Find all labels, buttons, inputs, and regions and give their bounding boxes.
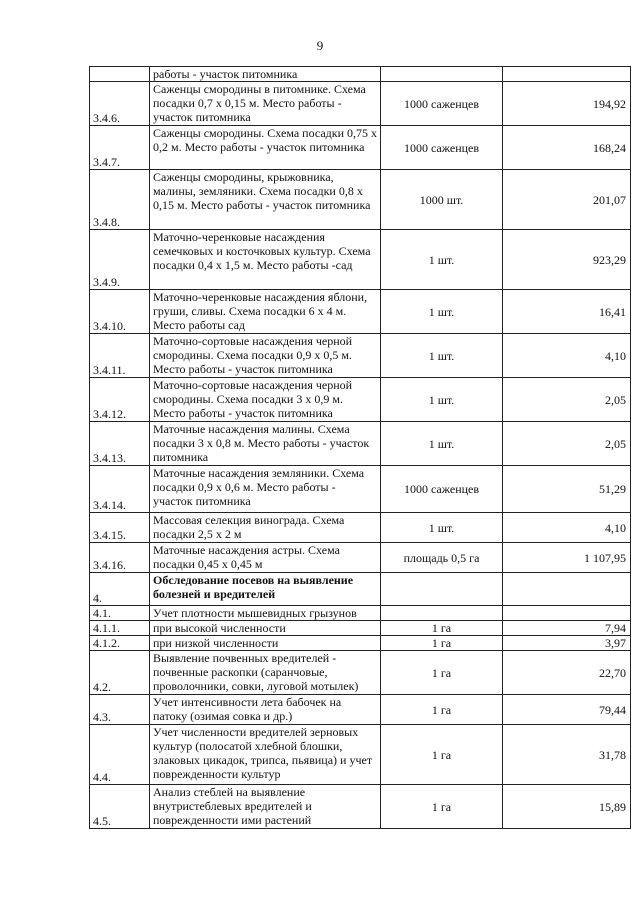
row-name: Маточно-сортовые насаждения черной смородины. Схема посадки 0,9 х 0,5 м. Место работы - участок питомника xyxy=(150,334,381,378)
row-code: 3.4.8. xyxy=(90,170,150,230)
page-number: 9 xyxy=(316,38,324,53)
row-code: 4.2. xyxy=(90,651,150,695)
row-code: 3.4.12. xyxy=(90,378,150,422)
row-price: 4,10 xyxy=(503,334,631,378)
row-price xyxy=(503,573,631,606)
row-name: Саженцы смородины. Схема посадки 0,75 х 0,2 м. Место работы - участок питомника xyxy=(150,126,381,170)
row-price: 22,70 xyxy=(503,651,631,695)
row-unit: 1 шт. xyxy=(381,230,503,290)
row-code: 3.4.10. xyxy=(90,290,150,334)
table-row xyxy=(90,636,631,651)
row-price: 923,29 xyxy=(503,230,631,290)
row-price: 15,89 xyxy=(503,785,631,829)
row-unit: 1000 саженцев xyxy=(381,126,503,170)
row-unit: 1 га xyxy=(381,636,503,651)
row-code: 4.1.2. xyxy=(90,636,150,651)
row-code: 4.1.1. xyxy=(90,621,150,636)
row-unit: 1 шт. xyxy=(381,422,503,466)
row-code: 4.3. xyxy=(90,695,150,725)
row-unit: 1 га xyxy=(381,785,503,829)
table-row xyxy=(90,513,631,543)
table-row xyxy=(90,543,631,573)
row-unit xyxy=(381,67,503,82)
row-unit: 1 га xyxy=(381,725,503,785)
row-unit: 1 га xyxy=(381,621,503,636)
row-unit: 1000 саженцев xyxy=(381,82,503,126)
table-row xyxy=(90,67,631,82)
row-price: 1 107,95 xyxy=(503,543,631,573)
table-row xyxy=(90,466,631,513)
row-price: 194,92 xyxy=(503,82,631,126)
row-name: Учет плотности мышевидных грызунов xyxy=(150,606,381,621)
row-unit: 1 га xyxy=(381,651,503,695)
row-name: Маточные насаждения малины. Схема посадки 3 х 0,8 м. Место работы - участок питомника xyxy=(150,422,381,466)
row-name: Саженцы смородины, крыжовника, малины, земляники. Схема посадки 0,8 х 0,15 м. Место работы - участок питомника xyxy=(150,170,381,230)
row-name: при высокой численности xyxy=(150,621,381,636)
row-code: 3.4.15. xyxy=(90,513,150,543)
row-unit: 1000 саженцев xyxy=(381,466,503,513)
row-name: Маточные насаждения земляники. Схема посадки 0,9 х 0,6 м. Место работы - участок питомника xyxy=(150,466,381,513)
row-price: 2,05 xyxy=(503,378,631,422)
row-name: работы - участок питомника xyxy=(150,67,381,82)
row-code xyxy=(90,67,150,82)
row-price: 31,78 xyxy=(503,725,631,785)
row-code: 3.4.6. xyxy=(90,82,150,126)
row-name: Саженцы смородины в питомнике. Схема посадки 0,7 х 0,15 м. Место работы - участок питомника xyxy=(150,82,381,126)
table-row xyxy=(90,573,631,606)
row-code: 3.4.13. xyxy=(90,422,150,466)
row-name: Выявление почвенных вредителей - почвенные раскопки (саранчовые, проволочники, совки, луговой мотылек) xyxy=(150,651,381,695)
row-price xyxy=(503,67,631,82)
row-price: 168,24 xyxy=(503,126,631,170)
row-unit: 1 шт. xyxy=(381,290,503,334)
table-row xyxy=(90,230,631,290)
row-name: Учет численности вредителей зерновых культур (полосатой хлебной блошки, злаковых цикадок, трипса, пьявица) и учет поврежденности культур xyxy=(150,725,381,785)
row-price: 4,10 xyxy=(503,513,631,543)
table-row xyxy=(90,785,631,829)
row-name: Маточно-черенковые насаждения семечковых и косточковых культур. Схема посадки 0,4 х 1,5 м. Место работы -сад xyxy=(150,230,381,290)
price-table xyxy=(89,66,631,829)
row-code: 3.4.14. xyxy=(90,466,150,513)
row-price: 201,07 xyxy=(503,170,631,230)
row-price: 16,41 xyxy=(503,290,631,334)
row-unit: 1 шт. xyxy=(381,378,503,422)
row-code: 4.1. xyxy=(90,606,150,621)
row-unit xyxy=(381,573,503,606)
table-row xyxy=(90,378,631,422)
row-unit xyxy=(381,606,503,621)
table-row xyxy=(90,725,631,785)
row-price: 7,94 xyxy=(503,621,631,636)
table-row xyxy=(90,606,631,621)
table-row xyxy=(90,82,631,126)
table-row xyxy=(90,422,631,466)
table-row xyxy=(90,651,631,695)
row-name: Маточно-сортовые насаждения черной смородины. Схема посадки 3 х 0,9 м. Место работы - участок питомника xyxy=(150,378,381,422)
row-price: 79,44 xyxy=(503,695,631,725)
table-row xyxy=(90,621,631,636)
row-unit: 1 шт. xyxy=(381,513,503,543)
row-code: 3.4.16. xyxy=(90,543,150,573)
table-row xyxy=(90,334,631,378)
row-code: 4. xyxy=(90,573,150,606)
row-name: Маточные насаждения астры. Схема посадки 0,45 х 0,45 м xyxy=(150,543,381,573)
table-row xyxy=(90,290,631,334)
row-name: Массовая селекция винограда. Схема посадки 2,5 х 2 м xyxy=(150,513,381,543)
row-name: Анализ стеблей на выявление внутристеблевых вредителей и поврежденности ими растений xyxy=(150,785,381,829)
row-price: 3,97 xyxy=(503,636,631,651)
row-price: 2,05 xyxy=(503,422,631,466)
row-code: 3.4.9. xyxy=(90,230,150,290)
price-table-body xyxy=(90,67,631,829)
row-name: при низкой численности xyxy=(150,636,381,651)
row-price xyxy=(503,606,631,621)
row-unit: 1 га xyxy=(381,695,503,725)
table-row xyxy=(90,126,631,170)
table-row xyxy=(90,695,631,725)
table-row xyxy=(90,170,631,230)
row-code: 3.4.7. xyxy=(90,126,150,170)
row-name: Маточно-черенковые насаждения яблони, груши, сливы. Схема посадки 6 х 4 м. Место работы сад xyxy=(150,290,381,334)
row-unit: 1000 шт. xyxy=(381,170,503,230)
row-name: Обследование посевов на выявление болезней и вредителей xyxy=(150,573,381,606)
row-code: 4.5. xyxy=(90,785,150,829)
row-code: 3.4.11. xyxy=(90,334,150,378)
row-unit: 1 шт. xyxy=(381,334,503,378)
row-unit: площадь 0,5 га xyxy=(381,543,503,573)
row-code: 4.4. xyxy=(90,725,150,785)
row-price: 51,29 xyxy=(503,466,631,513)
row-name: Учет интенсивности лета бабочек на патоку (озимая совка и др.) xyxy=(150,695,381,725)
